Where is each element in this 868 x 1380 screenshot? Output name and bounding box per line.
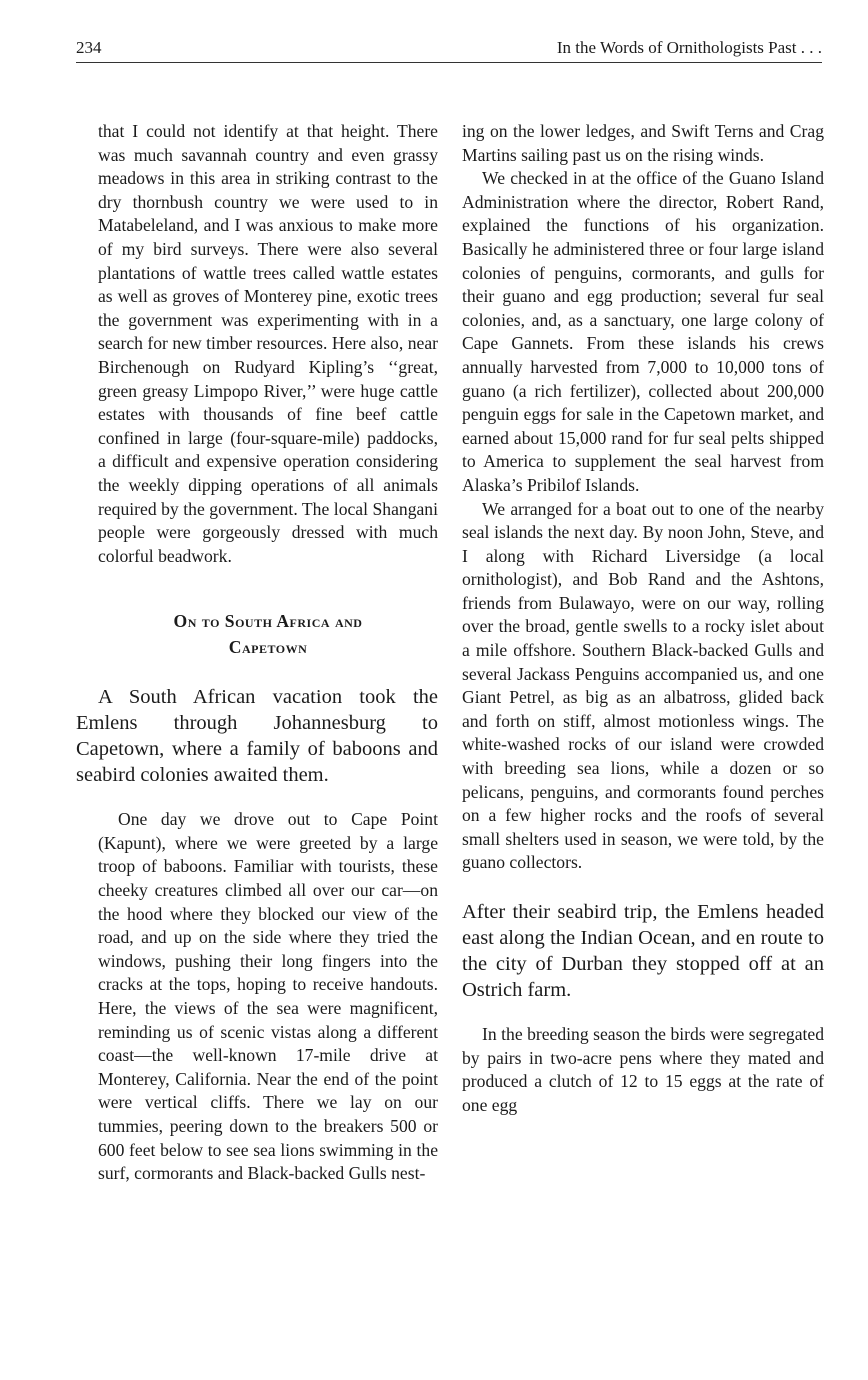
left-paragraph-2: One day we drove out to Cape Point (Kapunt), where we were greeted by a large troop of baboons. Familiar with tourists, these cheeky creatures climbed all over our car—on the hood where they blocked our view of the road, and up on the side where they tried the windows, pushing their long fingers into the cracks at the tops, hoping to receive handouts. Here, the views of the sea were magnificent, reminding us of scenic vistas along a different coast—the well-known 17-mile drive at Monterey, California. Near the end of the point were vertical cliffs. There we lay on our tummies, peering down to the breakers 500 or 600 feet below to see sea lions swimming in the surf, cormorants and Black-backed Gulls nest-: [98, 809, 438, 1184]
left-paragraph-1: that I could not identify at that height. There was much savannah country and even grassy meadows in this area in striking contrast to the dry thornbush country we were used to in Matabeleland, and I was anxious to make more of my bird surveys. There were also several plantations of wattle trees called wattle estates as well as groves of Monterey pine, exotic trees the government was experimenting with in a search for new timber resources. Here also, near Birchenough on Rudyard Kipling’s ‘‘great, green greasy Limpopo River,’’ were huge cattle estates with thousands of fine beef cattle confined in large (four-square-mile) paddocks, a difficult and expensive operation considering the weekly dipping operations of all animals required by the government. The local Shangani people were gorgeously dressed with much colorful beadwork.: [98, 121, 438, 566]
section-heading-line-1: On to South Africa and: [173, 611, 363, 632]
right-bridge-text: After their seabird trip, the Emlens headed east along the Indian Ocean, and en route to the city of Durban they stopped off at an Ostrich farm.: [462, 901, 824, 1001]
right-paragraph-3: We arranged for a boat out to one of the nearby seal islands the next day. By noon John, Steve, and I along with Richard Liversidge (a local ornithologist), and Bob Rand and the Ashtons, friends from Bulawayo, were on our way, rolling over the broad, gentle swells to a rocky islet about a mile offshore. Southern Black-backed Gulls and several Jackass Penguins accompanied us, and one Giant Petrel, as big as an albatross, glided back and forth on stiff, almost motionless wings. The white-washed rocks of our island were crowded with breeding sea lions, while a dozen or so pelicans, penguins, and cormorants found perches on a few higher rocks and the roofs of several small shelters used in season, we were told, by the guano collectors.: [462, 498, 824, 873]
section-heading: [76, 608, 438, 660]
spacer: [462, 1003, 824, 1023]
right-column: [462, 120, 824, 1117]
left-bridge-text: A South African vacation took the Emlens through Johannesburg to Capetown, where a family of baboons and seabird colonies awaited them.: [76, 686, 438, 787]
left-column: [76, 120, 438, 1186]
right-paragraph-2: We checked in at the office of the Guano Island Administration where the director, Robert Rand, explained the functions of his organization. Basically he administered three or four large island colonies of penguins, cormorants, and gulls for their guano and egg production; several fur seal colonies, and, as a sanctuary, one large colony of Cape Gannets. From these islands his crews annually harvested from 7,000 to 10,000 tons of guano (a rich fertilizer), collected about 200,000 penguin eggs for sale in the Capetown market, and earned about 15,000 rand for fur seal pelts shipped to America to supplement the seal harvest from Alaska’s Pribilof Islands.: [462, 168, 824, 495]
page-header: [76, 36, 822, 63]
right-paragraph-4: In the breeding season the birds were segregated by pairs in two-acre pens where they mated and produced a clutch of 12 to 15 eggs at the rate of one egg: [462, 1024, 824, 1115]
section-heading-line-2: Capetown: [228, 637, 308, 658]
page-number: 234: [76, 38, 102, 57]
running-head: In the Words of Ornithologists Past . . .: [556, 38, 822, 57]
spacer: [76, 788, 438, 808]
right-paragraph-1: ing on the lower ledges, and Swift Terns and Crag Martins sailing past us on the rising winds.: [462, 121, 824, 165]
